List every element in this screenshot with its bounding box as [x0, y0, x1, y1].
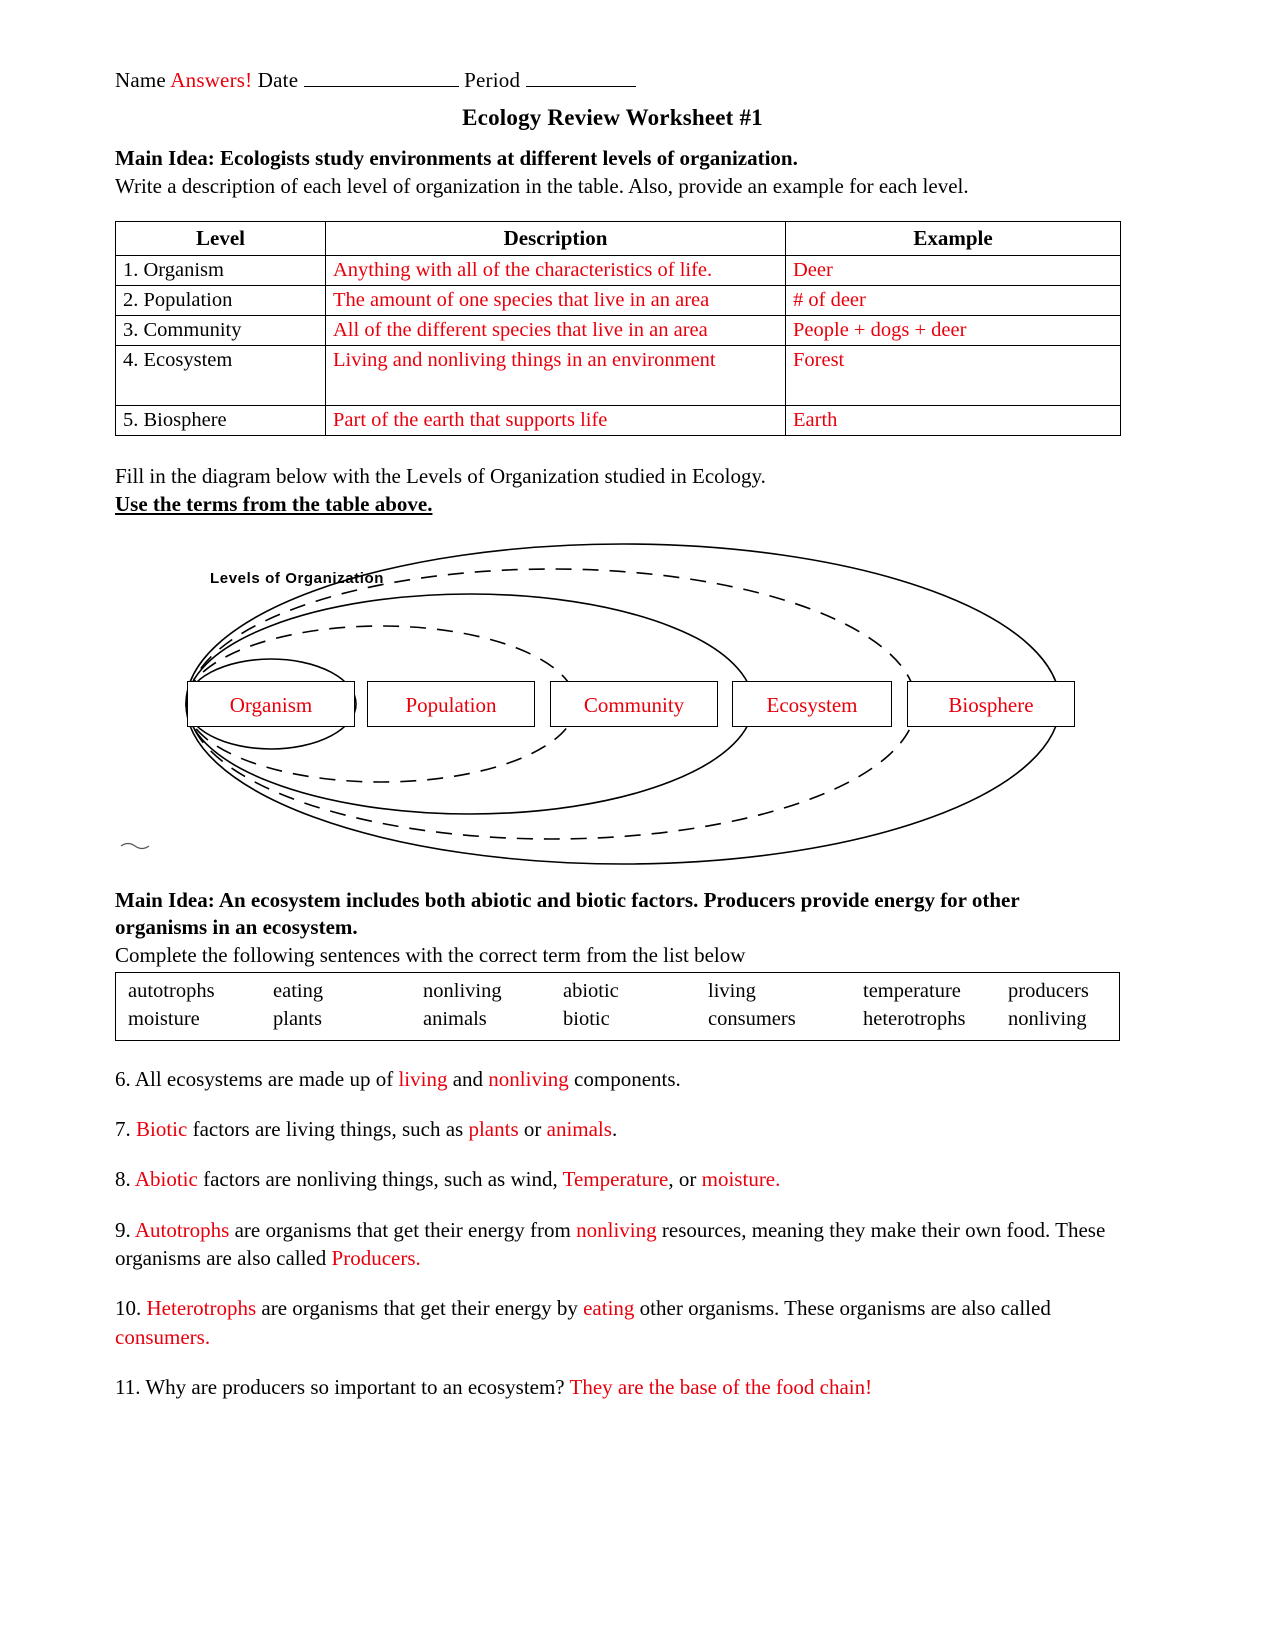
cell-example[interactable]: # of deer [786, 285, 1121, 315]
main-idea-1: Main Idea: Ecologists study environments at different levels of organization. [115, 146, 798, 170]
table-row [116, 345, 1121, 405]
cell-level: 3. Community [116, 315, 326, 345]
table-row [116, 315, 1121, 345]
levels-diagram [115, 526, 1120, 881]
cell-description[interactable]: All of the different species that live in an area [326, 315, 786, 345]
question-text: factors are living things, such as [187, 1116, 469, 1141]
word-bank-item: living [708, 979, 756, 1002]
question-text: components. [568, 1066, 681, 1091]
table-row [116, 405, 1121, 435]
word-bank-row [116, 977, 1119, 1005]
questions-list [115, 1065, 1110, 1402]
question-text: other organisms. These organisms are also called [634, 1296, 1051, 1321]
instruction-2: Complete the following sentences with the correct term from the list below [115, 942, 746, 967]
period-label: Period [464, 68, 521, 92]
levels-table [115, 221, 1121, 436]
diagram-instruction [115, 462, 1110, 519]
cell-level: 5. Biosphere [116, 405, 326, 435]
question-answer[interactable]: Heterotrophs [146, 1296, 257, 1321]
cell-example[interactable]: Earth [786, 405, 1121, 435]
question-answer[interactable]: Abiotic [134, 1167, 198, 1192]
word-bank-item: producers [1008, 979, 1089, 1002]
question-text: are organisms that get their energy from [229, 1217, 577, 1242]
cell-level: 4. Ecosystem [116, 345, 326, 405]
word-bank-item: moisture [128, 1008, 200, 1031]
word-bank-item: heterotrophs [863, 1008, 966, 1031]
question-text: All ecosystems are made up of [134, 1066, 399, 1091]
main-idea-2: Main Idea: An ecosystem includes both abiotic and biotic factors. Producers provide energy for other organisms in an ecosystem. [115, 888, 1020, 940]
cell-example[interactable]: Forest [786, 345, 1121, 405]
table-row [116, 285, 1121, 315]
question-number: 9. [115, 1217, 135, 1242]
word-bank-item: biotic [563, 1008, 610, 1031]
question-answer[interactable]: nonliving [488, 1066, 569, 1091]
question-item [115, 1065, 1110, 1093]
worksheet-content [115, 68, 1110, 1401]
question-answer[interactable]: moisture. [701, 1167, 781, 1192]
question-answer[interactable]: animals [546, 1116, 612, 1141]
word-bank-item: autotrophs [128, 979, 215, 1002]
question-number: 10. [115, 1296, 147, 1321]
diagram-instruction-line2: Use the terms from the table above. [115, 491, 433, 516]
cell-example[interactable]: Deer [786, 255, 1121, 285]
diagram-box-community[interactable]: Community [550, 681, 718, 727]
cell-description[interactable]: Living and nonliving things in an environment [326, 345, 786, 405]
table-header-row [116, 221, 1121, 255]
question-answer[interactable]: They are the base of the food chain! [569, 1374, 873, 1399]
diagram-instruction-line1: Fill in the diagram below with the Levels of Organization studied in Ecology. [115, 463, 766, 488]
date-blank[interactable] [304, 86, 459, 87]
question-answer[interactable]: Producers. [331, 1245, 421, 1270]
diagram-box-ecosystem[interactable]: Ecosystem [732, 681, 892, 727]
cell-level: 1. Organism [116, 255, 326, 285]
word-bank-item: nonliving [1008, 1008, 1087, 1031]
period-blank[interactable] [526, 86, 636, 87]
word-bank-item: nonliving [423, 979, 502, 1002]
column-header-description: Description [326, 221, 786, 255]
question-answer[interactable]: Autotrophs [134, 1217, 230, 1242]
question-text: , or [668, 1167, 702, 1192]
instruction-1: Write a description of each level of organization in the table. Also, provide an example for each level. [115, 174, 969, 199]
word-bank [115, 972, 1120, 1041]
question-number: 6. [115, 1066, 135, 1091]
page-title: Ecology Review Worksheet #1 [462, 105, 763, 130]
question-text: factors are nonliving things, such as wind, [197, 1167, 563, 1192]
word-bank-item: temperature [863, 979, 961, 1002]
question-number: 7. [115, 1116, 136, 1141]
cell-example[interactable]: People + dogs + deer [786, 315, 1121, 345]
student-header [115, 68, 1110, 93]
date-label: Date [257, 68, 299, 92]
question-item [115, 1115, 1110, 1143]
diagram-caption: Levels of Organization [210, 570, 385, 588]
diagram-box-biosphere[interactable]: Biosphere [907, 681, 1075, 727]
question-text: or [518, 1116, 547, 1141]
name-value: Answers! [170, 68, 253, 92]
word-bank-item: consumers [708, 1008, 796, 1031]
question-answer[interactable]: plants [468, 1116, 519, 1141]
cell-level: 2. Population [116, 285, 326, 315]
name-label: Name [115, 68, 166, 92]
question-answer[interactable]: Biotic [136, 1116, 188, 1141]
question-answer[interactable]: consumers. [115, 1324, 211, 1349]
word-bank-row [116, 1005, 1119, 1033]
question-item [115, 1216, 1110, 1273]
question-item [115, 1165, 1110, 1193]
question-answer[interactable]: Temperature [562, 1167, 669, 1192]
word-bank-item: plants [273, 1008, 322, 1031]
question-number: 11. [115, 1374, 146, 1399]
column-header-example: Example [786, 221, 1121, 255]
diagram-box-organism[interactable]: Organism [187, 681, 355, 727]
question-text: resources, meaning they make their own food. These organisms are also called [115, 1217, 1106, 1270]
column-header-level: Level [116, 221, 326, 255]
question-text: and [447, 1066, 489, 1091]
question-item [115, 1373, 1110, 1401]
question-answer[interactable]: eating [583, 1296, 635, 1321]
word-bank-item: animals [423, 1008, 487, 1031]
question-number: 8. [115, 1167, 135, 1192]
cell-description[interactable]: Part of the earth that supports life [326, 405, 786, 435]
question-item [115, 1294, 1110, 1351]
question-answer[interactable]: living [398, 1066, 448, 1091]
question-text: are organisms that get their energy by [256, 1296, 584, 1321]
table-row [116, 255, 1121, 285]
cell-description[interactable]: The amount of one species that live in an area [326, 285, 786, 315]
word-bank-item: eating [273, 979, 324, 1002]
word-bank-item: abiotic [563, 979, 619, 1002]
diagram-box-population[interactable]: Population [367, 681, 535, 727]
question-text: . [611, 1116, 618, 1141]
question-answer[interactable]: nonliving [576, 1217, 657, 1242]
cell-description[interactable]: Anything with all of the characteristics of life. [326, 255, 786, 285]
question-text: Why are producers so important to an ecosystem? [145, 1374, 570, 1399]
